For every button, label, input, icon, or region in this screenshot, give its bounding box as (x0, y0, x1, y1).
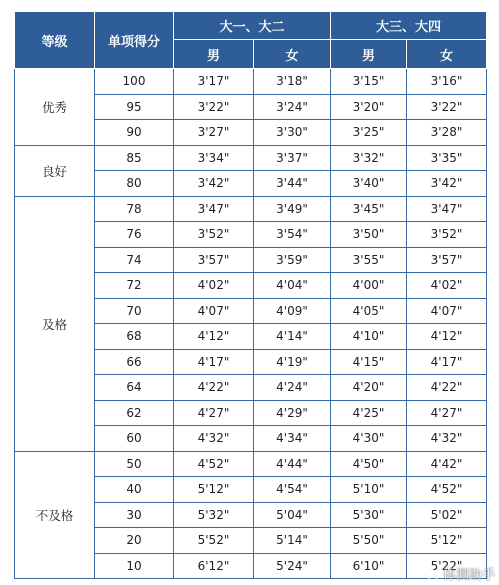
male-time-group-1-cell: 4'32" (174, 426, 254, 452)
male-time-group-2-cell: 3'40" (331, 171, 407, 197)
male-time-group-2-cell: 3'55" (331, 247, 407, 273)
header-male-group-1: 男 (174, 40, 254, 69)
female-time-group-2-cell: 3'47" (407, 196, 487, 222)
male-time-group-2-cell: 4'10" (331, 324, 407, 350)
female-time-group-1-cell: 3'24" (254, 94, 331, 120)
female-time-group-2-cell: 4'17" (407, 349, 487, 375)
male-time-group-1-cell: 5'52" (174, 528, 254, 554)
score-cell: 66 (95, 349, 174, 375)
male-time-group-1-cell: 4'27" (174, 400, 254, 426)
male-time-group-1-cell: 4'12" (174, 324, 254, 350)
score-cell: 20 (95, 528, 174, 554)
female-time-group-1-cell: 4'29" (254, 400, 331, 426)
header-group-1: 大一、大二 (174, 12, 331, 40)
female-time-group-1-cell: 4'14" (254, 324, 331, 350)
male-time-group-2-cell: 6'10" (331, 553, 407, 579)
male-time-group-1-cell: 3'27" (174, 120, 254, 146)
female-time-group-2-cell: 5'02" (407, 502, 487, 528)
score-cell: 78 (95, 196, 174, 222)
male-time-group-2-cell: 4'50" (331, 451, 407, 477)
male-time-group-1-cell: 3'17" (174, 69, 254, 95)
header-score: 单项得分 (95, 12, 174, 69)
header-female-group-1: 女 (254, 40, 331, 69)
female-time-group-1-cell: 4'19" (254, 349, 331, 375)
male-time-group-2-cell: 5'10" (331, 477, 407, 503)
male-time-group-2-cell: 5'30" (331, 502, 407, 528)
score-cell: 90 (95, 120, 174, 146)
score-cell: 64 (95, 375, 174, 401)
header-female-group-2: 女 (407, 40, 487, 69)
female-time-group-1-cell: 4'44" (254, 451, 331, 477)
grade-table (14, 11, 487, 579)
female-time-group-2-cell: 3'42" (407, 171, 487, 197)
watermark (421, 564, 495, 583)
male-time-group-2-cell: 3'25" (331, 120, 407, 146)
score-cell: 10 (95, 553, 174, 579)
table-row (15, 145, 487, 171)
female-time-group-1-cell: 4'09" (254, 298, 331, 324)
score-cell: 40 (95, 477, 174, 503)
header-group-2: 大三、大四 (331, 12, 487, 40)
grade-level-cell: 良好 (15, 145, 95, 196)
female-time-group-2-cell: 3'16" (407, 69, 487, 95)
score-cell: 60 (95, 426, 174, 452)
male-time-group-1-cell: 4'52" (174, 451, 254, 477)
male-time-group-2-cell: 4'05" (331, 298, 407, 324)
male-time-group-1-cell: 4'17" (174, 349, 254, 375)
male-time-group-1-cell: 3'52" (174, 222, 254, 248)
female-time-group-1-cell: 4'04" (254, 273, 331, 299)
score-cell: 80 (95, 171, 174, 197)
female-time-group-2-cell: 5'22" (407, 553, 487, 579)
male-time-group-2-cell: 3'15" (331, 69, 407, 95)
male-time-group-1-cell: 3'34" (174, 145, 254, 171)
grade-level-cell: 优秀 (15, 69, 95, 146)
male-time-group-1-cell: 4'07" (174, 298, 254, 324)
male-time-group-2-cell: 4'20" (331, 375, 407, 401)
grade-level-cell: 不及格 (15, 451, 95, 579)
male-time-group-2-cell: 3'50" (331, 222, 407, 248)
watermark-text: 体测助手 (442, 568, 495, 583)
table-body (15, 69, 487, 579)
table-row (15, 69, 487, 95)
female-time-group-1-cell: 5'04" (254, 502, 331, 528)
score-cell: 70 (95, 298, 174, 324)
score-cell: 76 (95, 222, 174, 248)
female-time-group-2-cell: 4'02" (407, 273, 487, 299)
female-time-group-1-cell: 4'24" (254, 375, 331, 401)
score-cell: 68 (95, 324, 174, 350)
female-time-group-2-cell: 3'28" (407, 120, 487, 146)
score-cell: 62 (95, 400, 174, 426)
male-time-group-1-cell: 3'22" (174, 94, 254, 120)
male-time-group-1-cell: 5'32" (174, 502, 254, 528)
female-time-group-1-cell: 3'37" (254, 145, 331, 171)
female-time-group-2-cell: 3'57" (407, 247, 487, 273)
female-time-group-2-cell: 4'32" (407, 426, 487, 452)
score-cell: 85 (95, 145, 174, 171)
table-row (15, 196, 487, 222)
score-cell: 74 (95, 247, 174, 273)
female-time-group-1-cell: 3'49" (254, 196, 331, 222)
score-cell: 72 (95, 273, 174, 299)
female-time-group-2-cell: 4'12" (407, 324, 487, 350)
female-time-group-2-cell: 3'35" (407, 145, 487, 171)
female-time-group-2-cell: 3'22" (407, 94, 487, 120)
male-time-group-1-cell: 3'57" (174, 247, 254, 273)
female-time-group-1-cell: 3'44" (254, 171, 331, 197)
female-time-group-2-cell: 5'12" (407, 528, 487, 554)
grade-level-cell: 及格 (15, 196, 95, 451)
male-time-group-2-cell: 3'45" (331, 196, 407, 222)
male-time-group-2-cell: 3'20" (331, 94, 407, 120)
female-time-group-2-cell: 3'52" (407, 222, 487, 248)
wechat-icon (421, 566, 439, 582)
male-time-group-2-cell: 4'30" (331, 426, 407, 452)
female-time-group-2-cell: 4'27" (407, 400, 487, 426)
female-time-group-1-cell: 3'30" (254, 120, 331, 146)
female-time-group-2-cell: 4'22" (407, 375, 487, 401)
female-time-group-1-cell: 3'18" (254, 69, 331, 95)
male-time-group-1-cell: 6'12" (174, 553, 254, 579)
score-cell: 100 (95, 69, 174, 95)
score-cell: 50 (95, 451, 174, 477)
score-cell: 30 (95, 502, 174, 528)
male-time-group-1-cell: 5'12" (174, 477, 254, 503)
female-time-group-1-cell: 3'54" (254, 222, 331, 248)
female-time-group-1-cell: 4'54" (254, 477, 331, 503)
male-time-group-1-cell: 4'22" (174, 375, 254, 401)
male-time-group-1-cell: 3'47" (174, 196, 254, 222)
male-time-group-2-cell: 3'32" (331, 145, 407, 171)
male-time-group-1-cell: 3'42" (174, 171, 254, 197)
female-time-group-2-cell: 4'07" (407, 298, 487, 324)
female-time-group-1-cell: 5'14" (254, 528, 331, 554)
female-time-group-1-cell: 4'34" (254, 426, 331, 452)
male-time-group-2-cell: 4'15" (331, 349, 407, 375)
header-male-group-2: 男 (331, 40, 407, 69)
male-time-group-1-cell: 4'02" (174, 273, 254, 299)
male-time-group-2-cell: 4'25" (331, 400, 407, 426)
female-time-group-1-cell: 5'24" (254, 553, 331, 579)
female-time-group-2-cell: 4'52" (407, 477, 487, 503)
male-time-group-2-cell: 4'00" (331, 273, 407, 299)
score-cell: 95 (95, 94, 174, 120)
female-time-group-1-cell: 3'59" (254, 247, 331, 273)
header-grade: 等级 (15, 12, 95, 69)
male-time-group-2-cell: 5'50" (331, 528, 407, 554)
table-row (15, 451, 487, 477)
female-time-group-2-cell: 4'42" (407, 451, 487, 477)
